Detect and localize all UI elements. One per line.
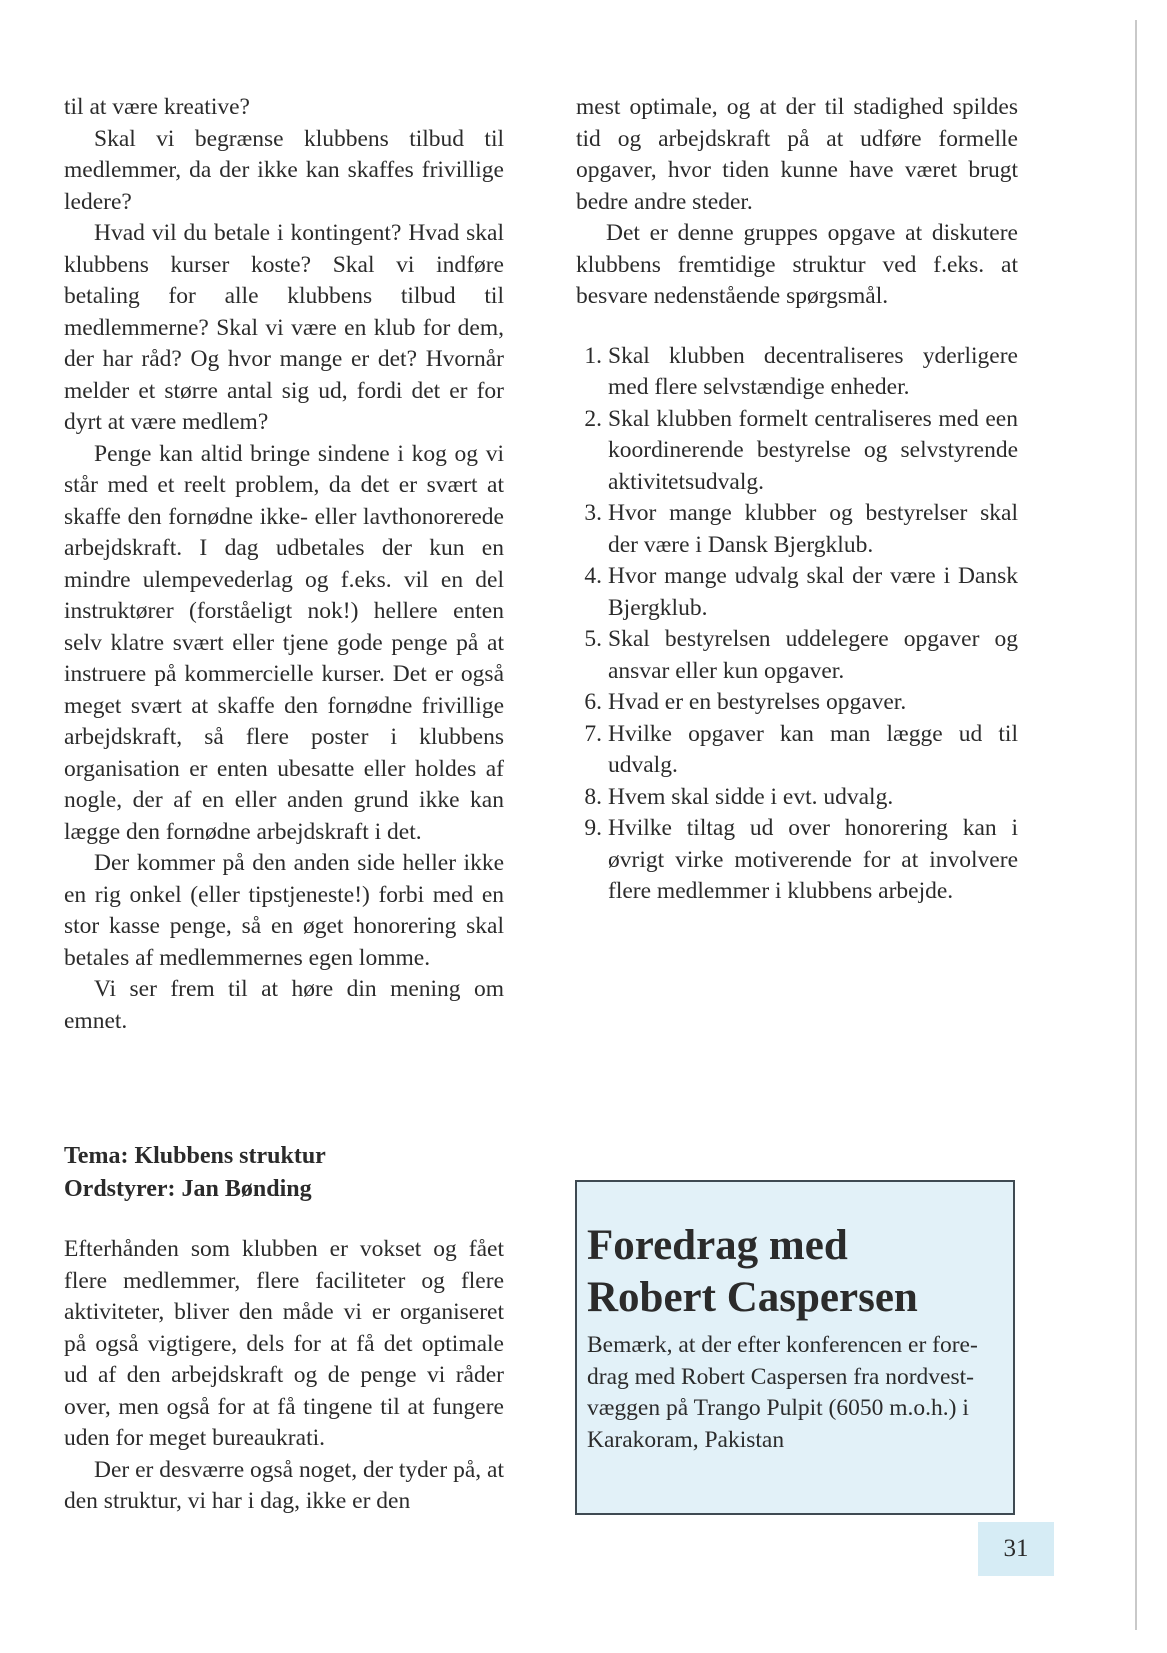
list-number: 2. (584, 405, 602, 432)
list-number: 3. (584, 500, 602, 526)
list-number: 5. (584, 626, 602, 652)
list-text: Hvem skal sidde i evt. udvalg. (608, 783, 894, 810)
list-item (576, 719, 1018, 782)
page-number: 31 (978, 1522, 1054, 1576)
paragraph: Vi ser frem til at høre din mening om emnet. (64, 976, 504, 1034)
list-number: 7. (584, 720, 602, 747)
list-item (576, 813, 1018, 908)
right-column-top (576, 92, 1018, 908)
list-number: 9. (584, 815, 602, 841)
paragraph: mest optimale, og at der til stadighed spildes tid og arbejdskraft på at udføre formelle opgaver, hvor tiden kunne have været brugt bedre andre steder. (576, 94, 1018, 215)
list-number: 6. (584, 689, 602, 715)
lecture-title (587, 1220, 1003, 1324)
left-column-bottom (64, 1234, 504, 1518)
paragraph: Der er desværre også noget, der tyder på, at den struktur, vi har i dag, ikke er den (64, 1456, 504, 1514)
list-item (576, 404, 1018, 499)
page-edge-line (1135, 20, 1137, 1630)
list-number: 8. (584, 783, 602, 810)
list-text: Skal bestyrelsen uddelegere opgaver og ansvar eller kun opgaver. (608, 626, 1018, 684)
question-list (576, 341, 1018, 908)
list-item (576, 561, 1018, 624)
list-text: Skal klubben formelt centraliseres med een koordinerende bestyrelse og selvstyrende aktivitetsudvalg. (608, 405, 1018, 495)
list-number: 1. (584, 342, 602, 369)
list-item (576, 782, 1018, 814)
lecture-title-line: Robert Caspersen (587, 1274, 918, 1321)
list-item (576, 624, 1018, 687)
paragraph: Penge kan altid bringe sindene i kog og vi står med et reelt problem, da det er svært at skaffe den fornødne ikke- eller lavthonorerede arbejdskraft. I dag udbetales der kun en mindre ulempevederlag og f.eks. vil en del instruktører (forståeligt nok!) hellere enten selv klatre svært eller tjene gode penge på at instruere på kommercielle kurser. Det er også meget svært at skaffe den fornødne frivillige arbejdskraft, så flere poster i klubbens organisation er enten ubesatte eller holdes af nogle, der af en eller anden grund ikke kan lægge den fornødne arbejdskraft i det. (64, 440, 504, 845)
list-text: Hvilke opgaver kan man lægge ud til udvalg. (608, 720, 1018, 778)
paragraph: til at være kreative? (64, 94, 250, 120)
paragraph: Det er denne gruppes opgave at diskutere klubbens fremtidige struktur ved f.eks. at besvare nedenstående spørgsmål. (576, 220, 1018, 309)
list-text: Hvad er en bestyrelses opgaver. (608, 689, 907, 715)
list-text: Hvor mange udvalg skal der være i Dansk Bjergklub. (608, 563, 1018, 621)
paragraph: Skal vi begrænse klubbens tilbud til medlemmer, da der ikke kan skaffes frivillige ledere? (64, 125, 504, 215)
paragraph: Hvad vil du betale i kontingent? Hvad skal klubbens kurser koste? Skal vi indføre betaling for alle klubbens tilbud til medlemmerne? Skal vi være en klub for dem, der har råd? Og hvor mange er det? Hvornår melder et større antal sig ud, fordi det er for dyrt at være medlem? (64, 220, 504, 435)
list-item (576, 341, 1018, 404)
section-heading (64, 1140, 524, 1206)
lecture-text: Bemærk, at der efter konferencen er foredrag med Robert Caspersen fra nordvestvæggen på Trango Pulpit (6050 m.o.h.) i Karakoram, Pakistan (587, 1332, 978, 1453)
list-text: Hvor mange klubber og bestyrelser skal der være i Dansk Bjergklub. (608, 500, 1018, 558)
list-number: 4. (584, 563, 602, 589)
list-text: Hvilke tiltag ud over honorering kan i øvrigt virke motiverende for at involvere flere medlemmer i klubbens arbejde. (608, 815, 1018, 904)
lecture-announcement-box (575, 1180, 1015, 1515)
paragraph: Efterhånden som klubben er vokset og fået flere medlemmer, flere faciliteter og flere aktiviteter, bliver den måde vi er organiseret på også vigtigere, dels for at få det optimale ud af den arbejdskraft og de penge vi råder over, men også for at få tingene til at fungere uden for meget bureaukrati. (64, 1236, 504, 1451)
lecture-title-line: Foredrag med (587, 1222, 848, 1269)
left-column-top (64, 92, 504, 1037)
tema-heading: Tema: Klubbens struktur (64, 1143, 326, 1169)
paragraph: Der kommer på den anden side heller ikke en rig onkel (eller tipstjeneste!) forbi med en stor kasse penge, så en øget honorering skal betales af medlemmernes egen lomme. (64, 850, 504, 971)
ordstyrer-heading: Ordstyrer: Jan Bønding (64, 1176, 312, 1202)
list-item (576, 498, 1018, 561)
list-item (576, 687, 1018, 719)
list-text: Skal klubben decentraliseres yderligere med flere selvstændige enheder. (608, 342, 1018, 400)
